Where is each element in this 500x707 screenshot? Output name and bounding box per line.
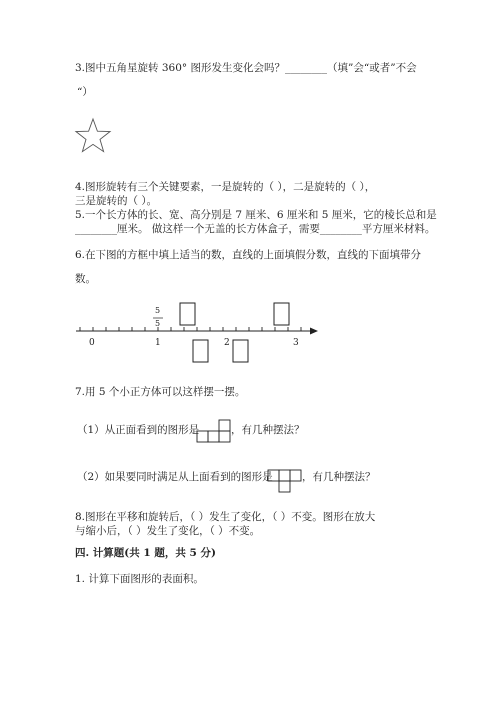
q3-line1: 3.图中五角星旋转 360° 图形发生变化会吗？________（填”会“或者”不会: [75, 62, 417, 74]
q5-line1: 5.一个长方体的长、宽、高分别是 7 厘米、6 厘米和 5 厘米，它的棱长总和是: [75, 209, 437, 221]
q6-line1: 6.在下图的方框中填上适当的数，直线的上面填假分数，直线的下面填带分: [75, 249, 422, 261]
q8-line2: 与缩小后，（ ）发生了变化，（ ）不变。: [75, 525, 261, 537]
answer-box-below-2[interactable]: [233, 340, 248, 362]
q7-part2-suffix: ，有几种摆法？: [302, 471, 376, 483]
q3-line2: “）: [77, 86, 93, 98]
q7-part2-prefix: （2）如果要同时满足从上面看到的图形是: [77, 471, 273, 483]
fraction-numerator: 5: [155, 306, 161, 315]
fraction-denominator: 5: [155, 319, 161, 328]
q7-part1-prefix: （1）从正面看到的图形是: [77, 424, 200, 436]
q9-text: 1. 计算下面图形的表面积。: [75, 573, 204, 585]
q4-line1: 4.图形旋转有三个关键要素，一是旋转的（ ），二是旋转的（ ），: [75, 181, 376, 193]
tick-label-0: 0: [89, 338, 95, 348]
q8-line1: 8.图形在平移和旋转后，（ ）发生了变化，（ ）不变。图形在放大: [75, 511, 376, 523]
answer-box-above-1[interactable]: [180, 303, 195, 325]
q5-line2: ________厘米。 做这样一个无盖的长方体盒子，需要________平方厘米材料。: [75, 223, 436, 235]
q7-intro: 7.用 5 个小正方体可以这样摆一摆。: [75, 386, 246, 398]
tick-marks: [80, 327, 301, 331]
answer-box-below-1[interactable]: [193, 340, 208, 362]
answer-box-above-2[interactable]: [274, 303, 289, 325]
q4-line2: 三是旋转的（ ）。: [75, 195, 158, 207]
number-line: [76, 303, 318, 362]
tick-label-2: 2: [224, 338, 230, 348]
q6-line2: 数。: [75, 273, 96, 285]
front-view-figure: [197, 420, 230, 442]
tick-label-1: 1: [155, 338, 161, 348]
tick-label-3: 3: [293, 338, 299, 348]
section-heading: 四. 计算题(共 1 题，共 5 分): [75, 547, 216, 559]
arrow-icon: [310, 328, 318, 335]
q7-part1-suffix: ，有几种摆法？: [231, 424, 305, 436]
star-icon: [76, 119, 110, 152]
